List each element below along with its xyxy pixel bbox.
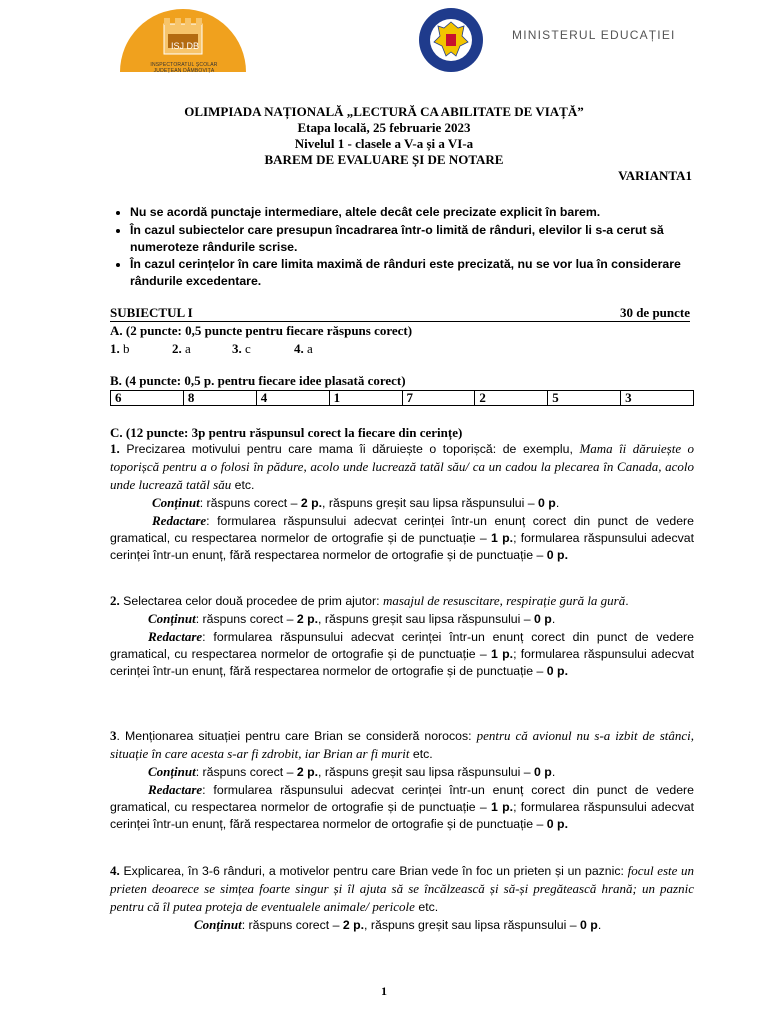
sequence-cell: 8 — [183, 391, 256, 406]
item-4-content-criteria: Conținut: răspuns corect – 2 p., răspuns greșit sau lipsa răspunsului – 0 p. — [194, 917, 602, 932]
item-2-redaction-criteria: Redactare: formularea răspunsului adecvat cerinței într-un enunț corect din punct de vedere gramatical, cu respectarea normelor de ortografie și de punctuație – 1 p.; formularea răspunsului adecvat cerinței într-un enunț, fără respectarea normelor de ortografie și de punctuație – 0 p. — [110, 629, 695, 678]
item-1-redaction-criteria: Redactare: formularea răspunsului adecvat cerinței într-un enunț corect din punct de vedere gramatical, cu respectarea normelor de ortografie și de punctuație – 1 p.; formularea răspunsului adecvat cerinței într-un enunț, fără respectarea normelor de ortografie și de punctuație – 0 p. — [110, 513, 695, 562]
answer-a4: 4. a — [294, 341, 313, 356]
isj-caption: INSPECTORATUL ȘCOLAR JUDEȚEAN DÂMBOVIȚA — [150, 62, 218, 74]
answer-a2: 2. a — [172, 341, 191, 356]
rule-item: • În cazul cerințelor în care limita maximă de rânduri este precizată, nu se vor lua în considerare rândurile excedentare. — [130, 256, 710, 290]
item-1-content-criteria: Conținut: răspuns corect – 2 p., răspuns greșit sau lipsa răspunsului – 0 p. — [152, 495, 560, 510]
level-classes: Nivelul 1 - clasele a V-a și a VI-a — [294, 136, 474, 151]
rule-item: • În cazul subiectelor care presupun încadrarea într-o limită de rânduri, elevilor li s-a cerut să numeroteze rândurile scrise. — [130, 222, 710, 256]
page-number: 1 — [381, 984, 387, 998]
document-header — [108, 6, 698, 78]
sequence-cell: 7 — [402, 391, 475, 406]
item-2-content-criteria: Conținut: răspuns corect – 2 p., răspuns greșit sau lipsa răspunsului – 0 p. — [148, 611, 556, 626]
subject-heading — [110, 305, 690, 322]
answer-a1: 1. b — [110, 341, 130, 356]
section-c-heading: C. (12 puncte: 3p pentru răspunsul corect la fiecare din cerințe) — [110, 425, 463, 440]
subject-points: 30 de puncte — [619, 305, 690, 320]
variant-label: VARIANTA1 — [618, 168, 692, 183]
item-4: 4. Explicarea, în 3-6 rânduri, a motivelor pentru care Brian vede în foc un prieten și un paznic: focul este un prieten deoarece se simțea foarte singur și îl ajuta să se încălzească și să-și pregătească hrană; un paznic pentru că îl putea proteja de eventualele animale/ pericole etc. Conținut: răspuns corect – 2 p., răspuns greșit sau lipsa răspunsului – 0 p. — [110, 863, 694, 932]
section-a-heading: A. (2 puncte: 0,5 puncte pentru fiecare răspuns corect) — [110, 323, 413, 338]
ministry-name: MINISTERUL EDUCAȚIEI — [512, 28, 676, 42]
item-3-content-criteria: Conținut: răspuns corect – 2 p., răspuns greșit sau lipsa răspunsului – 0 p. — [148, 764, 556, 779]
sequence-cell: 5 — [548, 391, 621, 406]
sequence-cell: 3 — [621, 391, 694, 406]
item-3: 3. Menționarea situației pentru care Brian se consideră norocos: pentru că avionul nu s-a izbit de stânci, situație în care acesta s-ar fi zdrobit, iar Brian ar fi murit etc. Conținut: răspuns corect – 2 p., răspuns greșit sau lipsa răspunsului – 0 p. Redactare: formularea răspunsului adecvat cerinței într-un enunț corect din punct de vedere gramatical, cu respectarea normelor de ortografie și de punctuație – 1 p.; formularea răspunsului adecvat cerinței într-un enunț, fără respectarea normelor de ortografie și de punctuație – 0 p. — [110, 728, 695, 831]
sequence-cell: 1 — [329, 391, 402, 406]
general-rules-list — [110, 204, 710, 291]
sequence-cell: 2 — [475, 391, 548, 406]
item-1: 1. Precizarea motivului pentru care mama îi dăruiește o toporișcă: de exemplu, Mama îi dăruiește o toporișcă pentru a o folosi în pădure, acolo unde lucrează tatăl său/ ca un cadou la plecarea în Canada, acolo unde lucrează tatăl său etc. Conținut: răspuns corect – 2 p., răspuns greșit sau lipsa răspunsului – 0 p. Redactare: formularea răspunsului adecvat cerinței într-un enunț corect din punct de vedere gramatical, cu respectarea normelor de ortografie și de punctuație – 1 p.; formularea răspunsului adecvat cerinței într-un enunț, fără respectarea normelor de ortografie și de punctuație – 0 p. — [110, 441, 695, 562]
sequence-cell: 4 — [256, 391, 329, 406]
stage-date: Etapa locală, 25 februarie 2023 — [297, 120, 471, 135]
subject-name: SUBIECTUL I — [110, 305, 193, 320]
section-b-heading: B. (4 puncte: 0,5 p. pentru fiecare idee plasată corect) — [110, 373, 406, 388]
olympiad-title: OLIMPIADA NAȚIONALĂ „LECTURĂ CA ABILITATE DE VIAȚĂ” — [184, 104, 584, 119]
rule-item: • Nu se acordă punctaje intermediare, altele decât cele precizate explicit în barem. — [130, 204, 710, 221]
scoring-title: BAREM DE EVALUARE ȘI DE NOTARE — [264, 152, 504, 167]
sequence-table — [110, 390, 694, 406]
isj-abbreviation: ISJ DB — [170, 41, 199, 51]
sequence-cell: 6 — [111, 391, 184, 406]
government-seal-icon — [406, 6, 496, 74]
item-2: 2. Selectarea celor două procedee de prim ajutor: masajul de resuscitare, respirație gură la gură. Conținut: răspuns corect – 2 p., răspuns greșit sau lipsa răspunsului – 0 p. Redactare: formularea răspunsului adecvat cerinței într-un enunț corect din punct de vedere gramatical, cu respectarea normelor de ortografie și de punctuație – 1 p.; formularea răspunsului adecvat cerinței într-un enunț, fără respectarea normelor de ortografie și de punctuație – 0 p. — [110, 593, 695, 678]
answer-a3: 3. c — [232, 341, 251, 356]
item-3-redaction-criteria: Redactare: formularea răspunsului adecvat cerinței într-un enunț corect din punct de vedere gramatical, cu respectarea normelor de ortografie și de punctuație – 1 p.; formularea răspunsului adecvat cerinței într-un enunț, fără respectarea normelor de ortografie și de punctuație – 0 p. — [110, 782, 695, 831]
